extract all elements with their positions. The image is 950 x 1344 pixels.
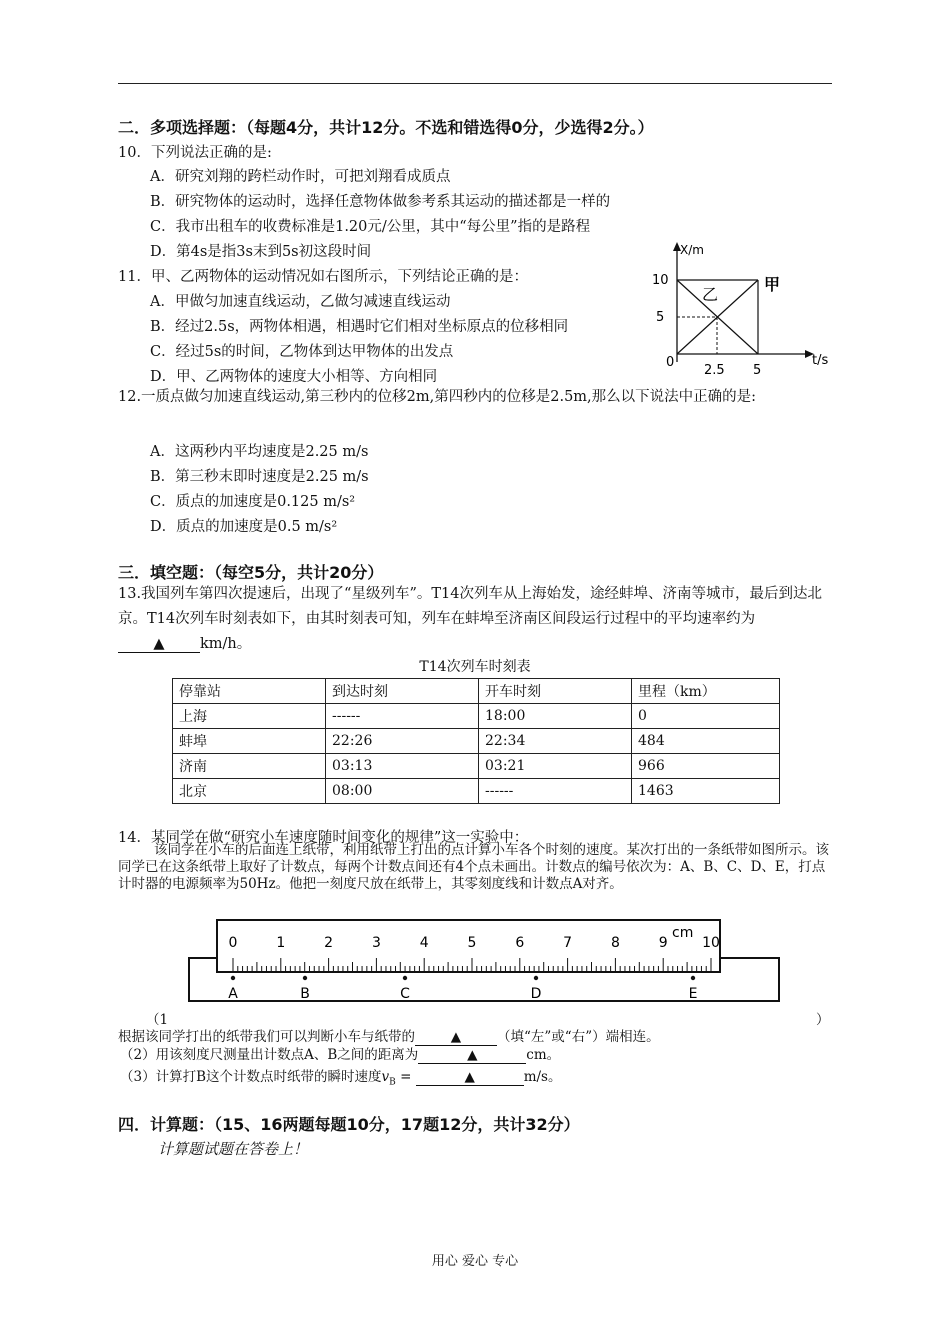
y-tick-5: 5 <box>656 310 665 325</box>
ruler-number: 8 <box>610 935 620 951</box>
label-jia: 甲 <box>764 275 781 294</box>
q12-option-c: C．质点的加速度是0.125 m/s² <box>150 494 356 510</box>
table-header: 停靠站 <box>173 679 326 704</box>
q14-sub1-blank[interactable]: ▲ <box>415 1029 497 1046</box>
tape-point-label: A <box>228 986 238 1002</box>
table-cell: 济南 <box>173 754 326 779</box>
ruler-number: 5 <box>467 935 477 951</box>
q11-option-b: B．经过2.5s，两物体相遇，相遇时它们相对坐标原点的位移相同 <box>150 319 569 335</box>
tape-point-label: E <box>688 986 698 1002</box>
table-header: 开车时刻 <box>479 679 632 704</box>
table-header: 里程（km） <box>632 679 780 704</box>
q13-text: 13.我国列车第四次提速后，出现了“星级列车”。T14次列车从上海始发，途经蚌埠、济南等城市，最后到达北京。T14次列车时刻表如下，由其时刻表可知，列车在蚌埠至济南区间段运行过程中的平均速率约为 <box>118 586 823 627</box>
ruler-number: 7 <box>563 935 573 951</box>
table-cell: 03:13 <box>326 754 479 779</box>
ruler-number: 2 <box>324 935 334 951</box>
q10-stem: 10．下列说法正确的是: <box>118 145 272 161</box>
q14-sub3-var: v <box>381 1069 390 1085</box>
y-tick-0: 0 <box>666 355 675 370</box>
q11-option-a: A．甲做匀加速直线运动，乙做匀减速直线运动 <box>150 294 451 310</box>
q14-sub2 <box>120 1043 560 1064</box>
y-axis-label: X/m <box>680 243 704 257</box>
table-cell: 22:26 <box>326 729 479 754</box>
table-row <box>173 729 780 754</box>
q14-sub1-text: 根据该同学打出的纸带我们可以判断小车与纸带的 <box>118 1029 415 1045</box>
section-4-note: 计算题试题在答卷上！ <box>158 1140 309 1158</box>
q14-sub3 <box>120 1065 561 1088</box>
q14-sub1-open: （1 <box>146 1012 169 1028</box>
tape-dot <box>231 976 235 980</box>
q14-sub3-text: （3）计算打B这个计数点时纸带的瞬时速度 <box>120 1069 382 1085</box>
q12-stem: 12.一质点做匀加速直线运动,第三秒内的位移2m,第四秒内的位移是2.5m,那么以下说法中正确的是: <box>118 389 757 405</box>
x-tick-5: 5 <box>753 363 762 378</box>
ruler-unit: cm <box>672 925 694 941</box>
table-header-row <box>173 679 780 704</box>
tape-dot <box>534 976 538 980</box>
table-cell: 484 <box>632 729 780 754</box>
q12-option-d: D．质点的加速度是0.5 m/s² <box>150 519 338 535</box>
x-axis-label: t/s <box>812 353 829 368</box>
q12-option-b: B．第三秒末即时速度是2.25 m/s <box>150 469 369 485</box>
q11-xt-graph <box>640 236 840 381</box>
table-row <box>173 754 780 779</box>
page-footer: 用心 爱心 专心 <box>431 1254 519 1269</box>
section-3-title: 三．填空题：（每空5分，共计20分） <box>118 563 384 582</box>
tape-dot <box>303 976 307 980</box>
ruler-number: 10 <box>702 935 720 951</box>
tape-point-label: D <box>530 986 542 1002</box>
q11-option-d: D．甲、乙两物体的速度大小相等、方向相同 <box>150 369 438 385</box>
ruler-number: 3 <box>371 935 381 951</box>
q14-sub3-blank[interactable]: ▲ <box>416 1069 524 1086</box>
q14-sub3-tail: m/s。 <box>523 1069 562 1085</box>
q14-sub1-close: ） <box>816 1012 830 1028</box>
q13-paragraph <box>118 582 834 657</box>
table-cell: ------ <box>326 704 479 729</box>
table-header: 到达时刻 <box>326 679 479 704</box>
ruler-and-tape-figure <box>188 918 782 1006</box>
q14-sub2-text: （2）用该刻度尺测量出计数点A、B之间的距离为 <box>120 1047 419 1063</box>
tape-point-label: C <box>400 986 410 1002</box>
ruler-number: 0 <box>228 935 238 951</box>
q10-option-c: C．我市出租车的收费标准是1.20元/公里，其中“每公里”指的是路程 <box>150 219 591 235</box>
q14-sub3-eq: = <box>395 1069 416 1085</box>
ruler-number: 1 <box>276 935 286 951</box>
ruler-number: 6 <box>515 935 525 951</box>
tape-dot <box>403 976 407 980</box>
tape-dot <box>691 976 695 980</box>
x-tick-2-5: 2.5 <box>704 363 725 378</box>
ruler-number: 4 <box>419 935 429 951</box>
table-cell: 上海 <box>173 704 326 729</box>
timetable-title: T14次列车时刻表 <box>419 659 531 675</box>
q13-answer-blank[interactable]: ▲ <box>118 636 200 653</box>
q10-option-b: B．研究物体的运动时，选择任意物体做参考系其运动的描述都是一样的 <box>150 194 611 210</box>
section-4-title: 四．计算题：（15、16两题每题10分，17题12分，共计32分） <box>118 1115 580 1134</box>
q12-option-a: A．这两秒内平均速度是2.25 m/s <box>150 444 369 460</box>
table-cell: 03:21 <box>479 754 632 779</box>
table-cell: 22:34 <box>479 729 632 754</box>
q14-paragraph: 该同学在小车的后面连上纸带，利用纸带上打出的点计算小车各个时刻的速度。某次打出的一条纸带如图所示。该同学已在这条纸带上取好了计数点，每两个计数点间还有4个点未画出。计数点的编号依次为：A、B、C、D、E，打点计时器的电源频率为50Hz。他把一刻度尺放在纸带上，其零刻度线和计数点A对齐。 <box>118 842 829 892</box>
q14-stem: 14．某同学在做“研究小车速度随时间变化的规律”这一实验中： <box>118 830 529 846</box>
y-tick-10: 10 <box>652 273 669 288</box>
q11-stem: 11．甲、乙两物体的运动情况如右图所示，下列结论正确的是： <box>118 269 528 285</box>
top-rule <box>118 83 832 84</box>
q10-option-a: A．研究刘翔的跨栏动作时，可把刘翔看成质点 <box>150 169 451 185</box>
q14-sub1-tail: （填“左”或“右”）端相连。 <box>497 1029 660 1045</box>
tape-point-label: B <box>300 986 310 1002</box>
table-row <box>173 779 780 804</box>
q10-option-d: D．第4s是指3s末到5s初这段时间 <box>150 244 372 260</box>
table-cell: 18:00 <box>479 704 632 729</box>
q11-option-c: C．经过5s的时间，乙物体到达甲物体的出发点 <box>150 344 454 360</box>
table-cell: 蚌埠 <box>173 729 326 754</box>
q13-unit: km/h。 <box>200 636 252 652</box>
table-cell: 1463 <box>632 779 780 804</box>
table-cell: 北京 <box>173 779 326 804</box>
q14-sub3-subscript: B <box>389 1077 396 1088</box>
section-2-title: 二．多项选择题：（每题4分，共计12分。不选和错选得0分，少选得2分。） <box>118 118 654 137</box>
table-cell: 0 <box>632 704 780 729</box>
q14-sub2-tail: cm。 <box>526 1047 561 1063</box>
table-row <box>173 704 780 729</box>
q14-sub2-blank[interactable]: ▲ <box>418 1047 526 1064</box>
ruler-number: 9 <box>658 935 668 951</box>
train-timetable <box>172 678 780 804</box>
table-cell: 966 <box>632 754 780 779</box>
table-cell: 08:00 <box>326 779 479 804</box>
table-cell: ------ <box>479 779 632 804</box>
label-yi: 乙 <box>702 285 719 304</box>
